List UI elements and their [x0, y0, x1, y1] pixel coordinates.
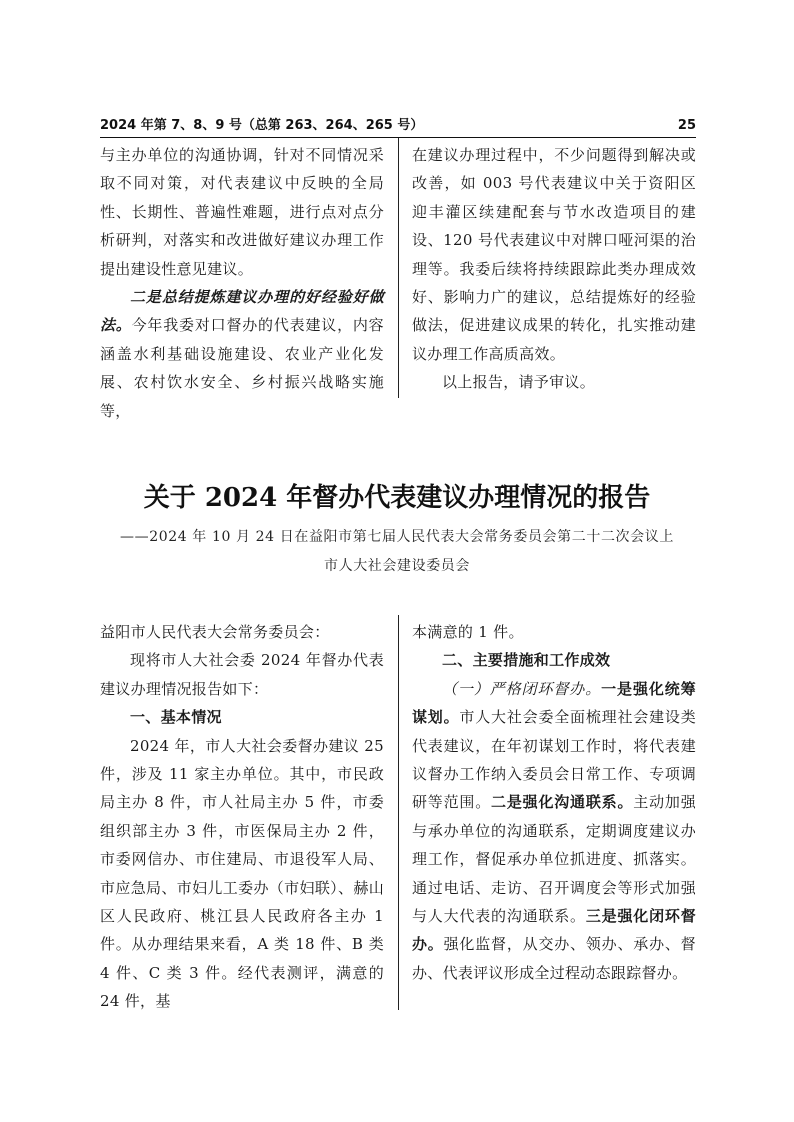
paragraph: [412, 675, 696, 987]
emphasis: 三是强化闭环督办。: [412, 907, 696, 954]
section-heading: 一、基本情况: [130, 708, 222, 727]
paragraph-body: 今年我委对口督办的代表建议，内容涵盖水利基础设施建设、农业产业化发展、农村饮水安全、乡村振兴战略实施等，: [100, 316, 384, 420]
paragraph: 现将市人大社会委 2024 年督办代表建议办理情况报告如下：: [100, 651, 384, 698]
top-left-column: [100, 141, 384, 425]
section-heading: 二、主要措施和工作成效: [442, 651, 611, 670]
page-header: [100, 117, 696, 135]
subsection-label: （一）严格闭环督办。: [442, 679, 602, 698]
salutation: 益阳市人民代表大会常务委员会：: [100, 623, 330, 641]
paragraph: 2024 年，市人大社会委督办建议 25 件，涉及 11 家主办单位。其中，市民政局主办 8 件，市人社局主办 5 件，市委组织部主办 3 件，市医保局主办 2 件，市委网信办、市住建局、市退役军人局、市应急局、市妇儿工委办（市妇联）、赫山区人民政府、桃江县人民政府各主办 1 件。从办理结果来看，A 类 18 件、B 类 4 件、C 类 3 件。经代表测评，满意的 24 件，基: [100, 736, 384, 1011]
column-divider-top: [398, 138, 399, 398]
column-divider-bottom: [398, 615, 399, 1010]
paragraph: [100, 283, 384, 425]
closing-line: 以上报告，请予审议。: [442, 373, 596, 392]
bottom-right-column: [412, 618, 696, 987]
paragraph-body: 主动加强与承办单位的沟通联系，定期调度建议办理工作，督促承办单位抓进度、抓落实。通过电话、走访、召开调度会等形式加强与人大代表的沟通联系。: [412, 793, 696, 926]
page-number: 25: [677, 118, 696, 133]
emphasis: 一是强化统筹谋划。: [412, 679, 696, 727]
paragraph: 在建议办理过程中，不少问题得到解决或改善，如 003 号代表建议中关于资阳区迎丰灌区续建配套与节水改造项目的建设、120 号代表建议中对牌口哑河渠的治理等。我委后续将持续跟踪此类办理成效好、影响力广的建议，总结提炼好的经验做法，促进建议成果的转化，扎实推动建议办理工作高质高效。: [412, 146, 696, 363]
paragraph: 与主办单位的沟通协调，针对不同情况采取不同对策，对代表建议中反映的全局性、长期性、普遍性难题，进行点对点分析研判，对落实和改进做好建议办理工作提出建设性意见建议。: [100, 146, 384, 278]
bottom-left-column: [100, 618, 384, 1016]
paragraph-body: 强化监督，从交办、领办、承办、督办、代表评议形成全过程动态跟踪督办。: [412, 935, 696, 982]
report-title: 关于 2024 年督办代表建议办理情况的报告: [143, 483, 651, 513]
report-author: 市人大社会建设委员会: [324, 558, 470, 574]
issue-label: 2024 年第 7、8、9 号（总第 263、264、265 号）: [100, 118, 424, 133]
paragraph-lead: 二是总结提炼建议办理的好经验好做法。: [100, 288, 384, 335]
top-right-column: [412, 141, 696, 397]
emphasis: 二是强化沟通联系。: [491, 793, 634, 812]
paragraph: 本满意的 1 件。: [412, 623, 524, 641]
paragraph-body: 市人大社会委全面梳理社会建设类代表建议，在年初谋划工作时，将代表建议督办工作纳入委员会日常工作、专项调研等范围。: [412, 708, 696, 812]
report-subtitle: ——2024 年 10 月 24 日在益阳市第七届人民代表大会常务委员会第二十二次会议上: [120, 529, 674, 545]
